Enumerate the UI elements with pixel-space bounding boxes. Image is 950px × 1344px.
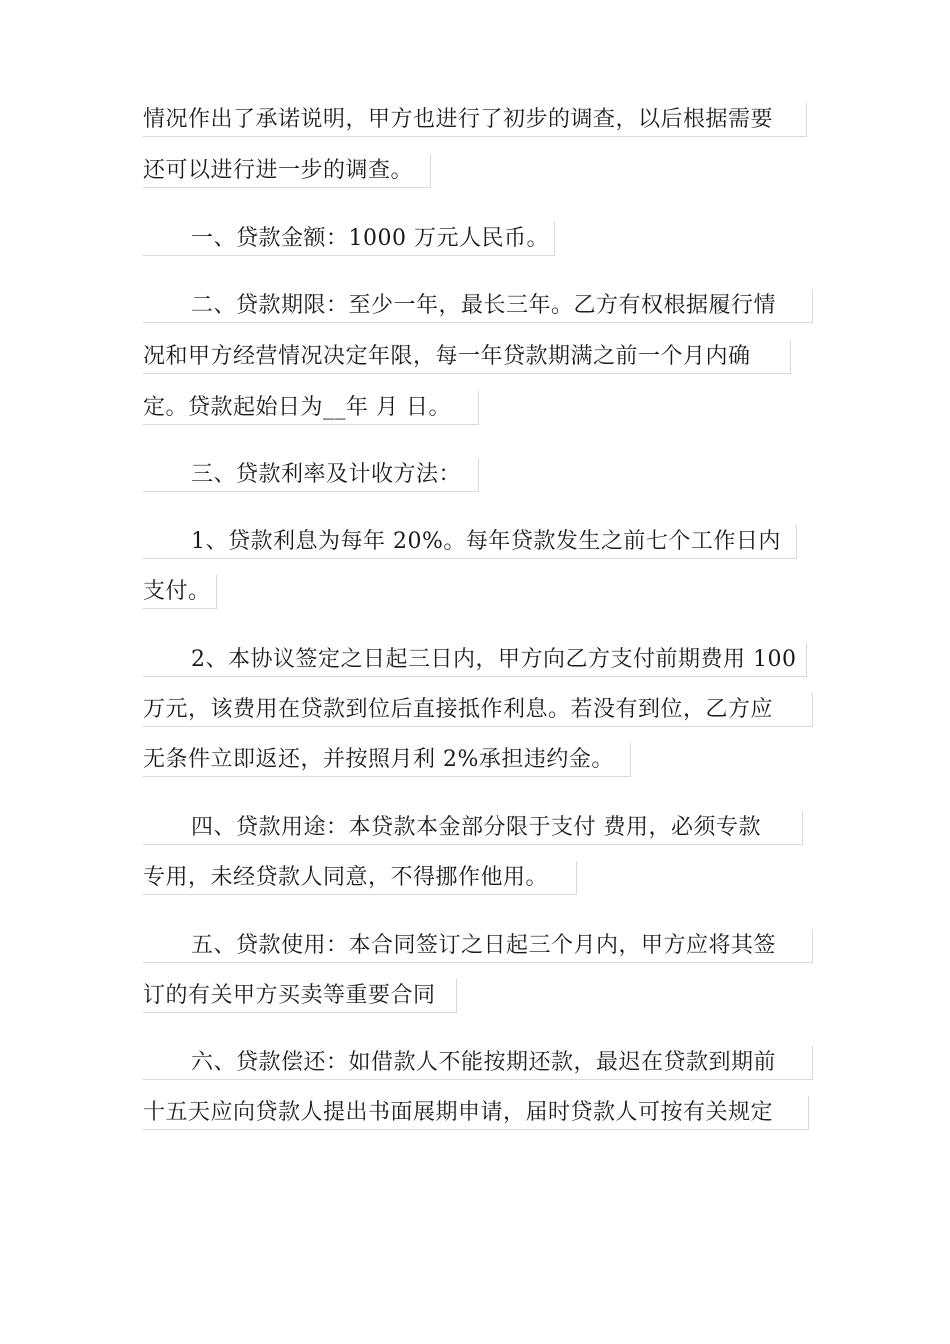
- text-line: 况和甲方经营情况决定年限，每一年贷款期满之前一个月内确: [143, 340, 791, 374]
- text-line: 订的有关甲方买卖等重要合同: [143, 979, 457, 1013]
- text-line: 1、贷款利息为每年 20%。每年贷款发生之前七个工作日内: [143, 525, 797, 559]
- text-line: 万元，该费用在贷款到位后直接抵作利息。若没有到位，乙方应: [143, 693, 813, 727]
- text-line: 定。贷款起始日为__年 月 日。: [143, 391, 479, 425]
- paragraph-heading: 三、贷款利率及计收方法：: [143, 458, 479, 492]
- text-line: 还可以进行进一步的调查。: [143, 154, 431, 188]
- text-line: 无条件立即返还，并按照月利 2%承担违约金。: [143, 743, 631, 777]
- paragraph-heading: 六、贷款偿还：如借款人不能按期还款，最迟在贷款到期前: [143, 1046, 813, 1080]
- text-line: 十五天应向贷款人提出书面展期申请，届时贷款人可按有关规定: [143, 1096, 809, 1130]
- text-line: 情况作出了承诺说明，甲方也进行了初步的调查，以后根据需要: [143, 103, 807, 137]
- text-line: 2、本协议签定之日起三日内，甲方向乙方支付前期费用 100: [143, 643, 807, 677]
- paragraph-heading: 四、贷款用途：本贷款本金部分限于支付 费用，必须专款: [143, 811, 803, 845]
- text-line: 专用，未经贷款人同意，不得挪作他用。: [143, 861, 577, 895]
- paragraph-heading: 一、贷款金额：1000 万元人民币。: [143, 222, 555, 256]
- paragraph-heading: 二、贷款期限：至少一年，最长三年。乙方有权根据履行情: [143, 289, 813, 323]
- paragraph-heading: 五、贷款使用：本合同签订之日起三个月内，甲方应将其签: [143, 929, 813, 963]
- text-line: 支付。: [143, 575, 217, 609]
